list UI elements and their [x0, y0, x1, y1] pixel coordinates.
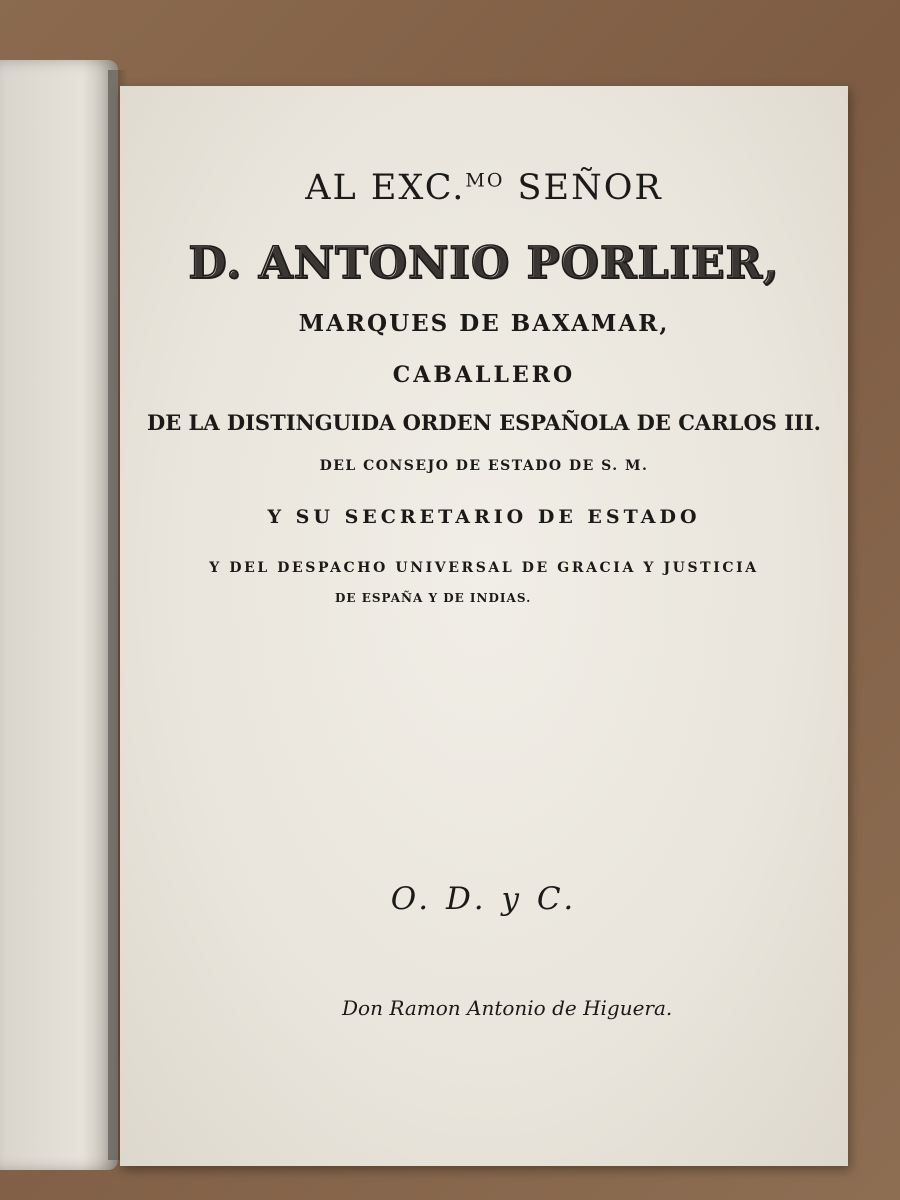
dedication-secretary: Y SU SECRETARIO DE ESTADO [267, 506, 701, 528]
dedication-title: MARQUES DE BAXAMAR, [298, 310, 670, 337]
book-page [120, 86, 848, 1166]
dedication-block [120, 86, 848, 1166]
dedication-council: DEL CONSEJO DE ESTADO DE S. M. [319, 458, 649, 474]
dedication-closing: O. D. y C. [390, 881, 578, 917]
dedication-realm: DE ESPAÑA Y DE INDIAS. [335, 591, 532, 605]
left-page [0, 60, 118, 1170]
dedication-name: D. ANTONIO PORLIER, [188, 238, 780, 289]
signature: Don Ramon Antonio de Higuera. [342, 996, 673, 1020]
dedication-office: Y DEL DESPACHO UNIVERSAL DE GRACIA Y JUSTICIA [209, 560, 759, 576]
dedication-order: DE LA DISTINGUIDA ORDEN ESPAÑOLA DE CARLOS III. [147, 410, 821, 435]
dedication-line-1: AL EXC.$^{MO}$ SEÑOR [305, 168, 663, 208]
dedication-rank: CABALLERO [392, 362, 576, 388]
